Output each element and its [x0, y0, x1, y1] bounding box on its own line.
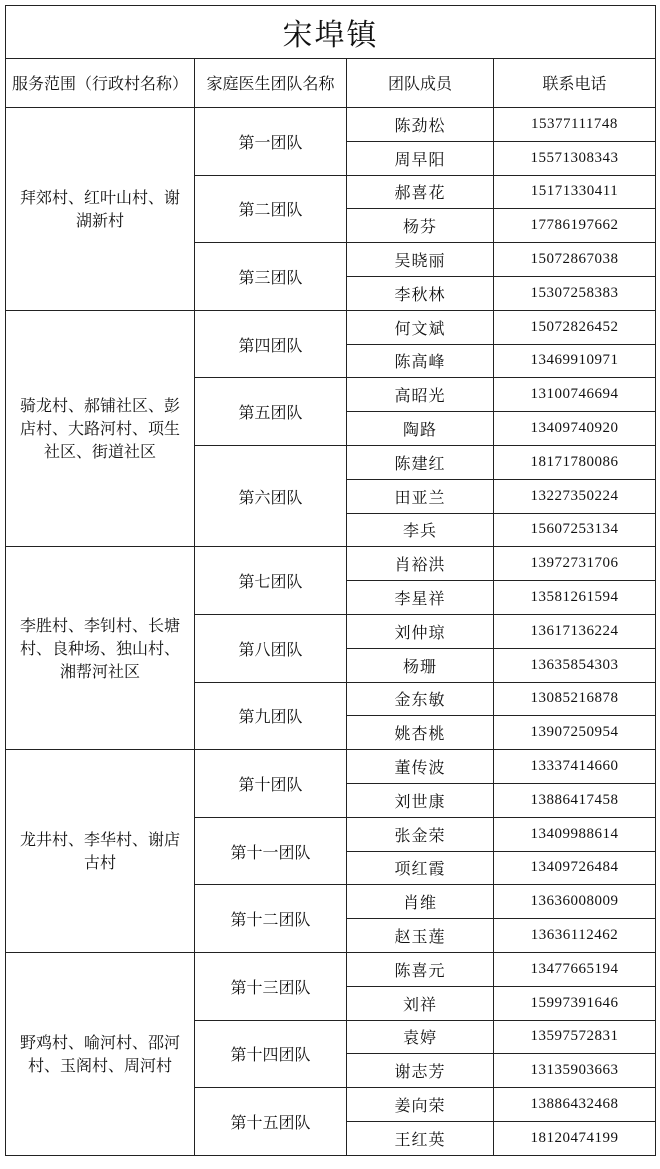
header-region: 服务范围（行政村名称） [6, 59, 195, 108]
phone-number-cell: 13100746694 [494, 378, 656, 412]
header-members: 团队成员 [347, 59, 494, 108]
phone-number-cell: 13337414660 [494, 750, 656, 784]
member-name-cell: 杨芬 [347, 209, 494, 243]
member-name-cell: 何文斌 [347, 310, 494, 344]
member-name-cell: 陈建红 [347, 445, 494, 479]
team-name-cell: 第十三团队 [195, 952, 347, 1020]
table-row [6, 750, 656, 784]
member-name-cell: 李秋林 [347, 276, 494, 310]
phone-number-cell: 13409740920 [494, 412, 656, 446]
team-name-cell: 第四团队 [195, 310, 347, 378]
region-cell: 李胜村、李钊村、长塘村、良种场、独山村、湘帮河社区 [6, 547, 195, 750]
phone-number-cell: 13617136224 [494, 614, 656, 648]
member-name-cell: 李星祥 [347, 581, 494, 615]
member-name-cell: 杨珊 [347, 648, 494, 682]
member-name-cell: 陈高峰 [347, 344, 494, 378]
table-row [6, 547, 656, 581]
team-name-cell: 第九团队 [195, 682, 347, 750]
phone-number-cell: 13886417458 [494, 783, 656, 817]
member-name-cell: 肖裕洪 [347, 547, 494, 581]
team-name-cell: 第八团队 [195, 614, 347, 682]
phone-number-cell: 15377111748 [494, 108, 656, 142]
phone-number-cell: 13636112462 [494, 919, 656, 953]
member-name-cell: 项红霞 [347, 851, 494, 885]
member-name-cell: 赵玉莲 [347, 919, 494, 953]
team-name-cell: 第五团队 [195, 378, 347, 446]
team-name-cell: 第六团队 [195, 445, 347, 546]
team-name-cell: 第三团队 [195, 243, 347, 311]
table-title: 宋埠镇 [6, 6, 656, 59]
team-name-cell: 第七团队 [195, 547, 347, 615]
table-row [6, 952, 656, 986]
member-name-cell: 陈劲松 [347, 108, 494, 142]
doctor-team-table [5, 5, 656, 1156]
table-row [6, 310, 656, 344]
team-name-cell: 第十团队 [195, 750, 347, 818]
member-name-cell: 刘世康 [347, 783, 494, 817]
phone-number-cell: 13907250954 [494, 716, 656, 750]
header-phone: 联系电话 [494, 59, 656, 108]
table-row [6, 108, 656, 142]
team-name-cell: 第十五团队 [195, 1088, 347, 1156]
member-name-cell: 王红英 [347, 1121, 494, 1155]
member-name-cell: 张金荣 [347, 817, 494, 851]
phone-number-cell: 15171330411 [494, 175, 656, 209]
phone-number-cell: 13135903663 [494, 1054, 656, 1088]
phone-number-cell: 15997391646 [494, 986, 656, 1020]
phone-number-cell: 13469910971 [494, 344, 656, 378]
phone-number-cell: 13635854303 [494, 648, 656, 682]
member-name-cell: 吴晓丽 [347, 243, 494, 277]
member-name-cell: 谢志芳 [347, 1054, 494, 1088]
region-cell: 野鸡村、喻河村、邵河村、玉阁村、周河村 [6, 952, 195, 1155]
member-name-cell: 高昭光 [347, 378, 494, 412]
phone-number-cell: 18120474199 [494, 1121, 656, 1155]
table-body [6, 108, 656, 1156]
phone-number-cell: 13409988614 [494, 817, 656, 851]
member-name-cell: 姜向荣 [347, 1088, 494, 1122]
phone-number-cell: 13227350224 [494, 479, 656, 513]
region-cell: 龙井村、李华村、谢店古村 [6, 750, 195, 953]
phone-number-cell: 15571308343 [494, 141, 656, 175]
member-name-cell: 周早阳 [347, 141, 494, 175]
member-name-cell: 郝喜花 [347, 175, 494, 209]
phone-number-cell: 13597572831 [494, 1020, 656, 1054]
phone-number-cell: 13886432468 [494, 1088, 656, 1122]
member-name-cell: 刘仲琼 [347, 614, 494, 648]
member-name-cell: 金东敏 [347, 682, 494, 716]
team-name-cell: 第二团队 [195, 175, 347, 243]
phone-number-cell: 15072826452 [494, 310, 656, 344]
phone-number-cell: 15072867038 [494, 243, 656, 277]
region-cell: 拜郊村、红叶山村、谢湖新村 [6, 108, 195, 311]
member-name-cell: 肖维 [347, 885, 494, 919]
member-name-cell: 袁婷 [347, 1020, 494, 1054]
phone-number-cell: 17786197662 [494, 209, 656, 243]
phone-number-cell: 15307258383 [494, 276, 656, 310]
member-name-cell: 董传波 [347, 750, 494, 784]
phone-number-cell: 18171780086 [494, 445, 656, 479]
team-name-cell: 第十一团队 [195, 817, 347, 885]
member-name-cell: 姚杏桃 [347, 716, 494, 750]
team-name-cell: 第十二团队 [195, 885, 347, 953]
member-name-cell: 刘祥 [347, 986, 494, 1020]
header-team: 家庭医生团队名称 [195, 59, 347, 108]
member-name-cell: 陈喜元 [347, 952, 494, 986]
phone-number-cell: 13972731706 [494, 547, 656, 581]
phone-number-cell: 13085216878 [494, 682, 656, 716]
member-name-cell: 陶路 [347, 412, 494, 446]
phone-number-cell: 13581261594 [494, 581, 656, 615]
member-name-cell: 田亚兰 [347, 479, 494, 513]
phone-number-cell: 13409726484 [494, 851, 656, 885]
team-name-cell: 第一团队 [195, 108, 347, 176]
region-cell: 骑龙村、郝铺社区、彭店村、大路河村、项生社区、街道社区 [6, 310, 195, 547]
member-name-cell: 李兵 [347, 513, 494, 547]
phone-number-cell: 13636008009 [494, 885, 656, 919]
phone-number-cell: 15607253134 [494, 513, 656, 547]
phone-number-cell: 13477665194 [494, 952, 656, 986]
team-name-cell: 第十四团队 [195, 1020, 347, 1088]
